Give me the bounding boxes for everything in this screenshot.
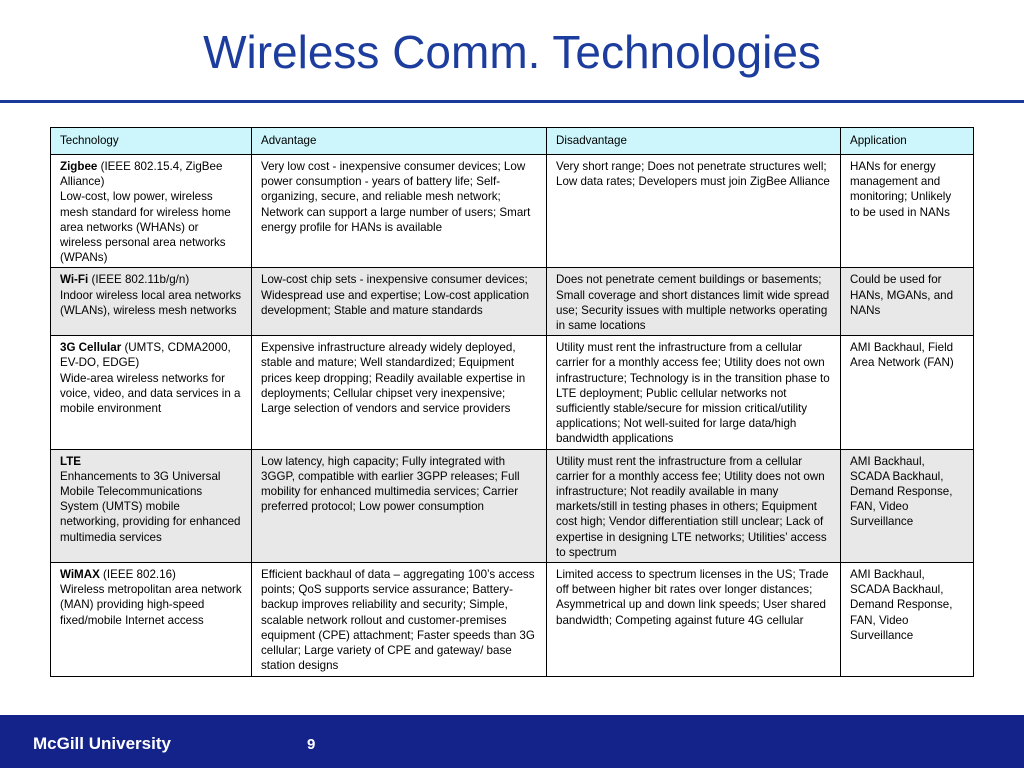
technology-table bbox=[50, 127, 974, 677]
institution-name: McGill University bbox=[33, 734, 171, 753]
advantage-cell: Very low cost - inexpensive consumer devices; Low power consumption - years of battery life; Self- organizing, secure, and reliable mesh network; Network can support a large number of users; Smart energy profile for HANs is available bbox=[252, 155, 547, 268]
technology-cell bbox=[51, 336, 252, 449]
technology-name: LTE bbox=[60, 454, 82, 468]
technology-cell bbox=[51, 268, 252, 336]
technology-name: Wi-Fi bbox=[60, 273, 89, 287]
technology-description: Low-cost, low power, wireless mesh standard for wireless home area networks (WHANs) or wireless personal area networks (WPANs) bbox=[60, 190, 231, 265]
header-disadvantage: Disadvantage bbox=[547, 128, 841, 155]
technology-cell bbox=[51, 449, 252, 562]
table-row bbox=[51, 336, 974, 449]
application-cell: HANs for energy management and monitoring; Unlikely to be used in NANs bbox=[841, 155, 974, 268]
technology-description: Wireless metropolitan area network (MAN) providing high-speed fixed/mobile Internet access bbox=[60, 583, 242, 627]
disadvantage-cell: Limited access to spectrum licenses in the US; Trade off between higher bit rates over longer distances; Asymmetrical up and down link speeds; User shared bandwidth; Competing against future 4G cellular bbox=[547, 563, 841, 676]
table-row bbox=[51, 155, 974, 268]
header-advantage: Advantage bbox=[252, 128, 547, 155]
application-cell: AMI Backhaul, SCADA Backhaul, Demand Response, FAN, Video Surveillance bbox=[841, 449, 974, 562]
disadvantage-cell: Does not penetrate cement buildings or basements; Small coverage and short distances limit wide spread use; Security issues with multiple networks operating in same locations bbox=[547, 268, 841, 336]
technology-name: Zigbee bbox=[60, 160, 98, 173]
technology-description: Enhancements to 3G Universal Mobile Telecommunications System (UMTS) mobile networking, providing for enhanced multimedia services bbox=[60, 469, 241, 544]
header-technology: Technology bbox=[51, 128, 252, 155]
technology-cell bbox=[51, 155, 252, 268]
technology-standard: (UMTS, CDMA2000, EV-DO, EDGE) bbox=[60, 341, 231, 370]
table-row bbox=[51, 268, 974, 336]
advantage-cell: Low latency, high capacity; Fully integrated with 3GGP, compatible with earlier 3GPP releases; Full mobility for enhanced multimedia services; Carrier preferred protocol; Low power consumption bbox=[252, 449, 547, 562]
application-cell: Could be used for HANs, MGANs, and NANs bbox=[841, 268, 974, 336]
advantage-cell: Efficient backhaul of data – aggregating 100’s access points; QoS supports service assurance; Battery-backup improves reliability and security; Simple, scalable network rollout and customer-premises equipment (CPE) attachment; Faster speeds than 3G cellular; Large variety of CPE and gateway/ base station designs bbox=[252, 563, 547, 676]
advantage-cell: Low-cost chip sets - inexpensive consumer devices; Widespread use and expertise; Low-cost application development; Stable and mature standards bbox=[252, 268, 547, 336]
advantage-cell: Expensive infrastructure already widely deployed, stable and mature; Well standardized; Equipment prices keep dropping; Readily available expertise in deployments; Cellular chipset very inexpensive; Large selection of vendors and service providers bbox=[252, 336, 547, 449]
disadvantage-cell: Very short range; Does not penetrate structures well; Low data rates; Developers must join ZigBee Alliance bbox=[547, 155, 841, 268]
footer-bar bbox=[0, 715, 1024, 768]
page-number: 9 bbox=[307, 736, 316, 753]
application-cell: AMI Backhaul, SCADA Backhaul, Demand Response, FAN, Video Surveillance bbox=[841, 563, 974, 676]
slide-title: Wireless Comm. Technologies bbox=[203, 26, 821, 78]
disadvantage-cell: Utility must rent the infrastructure from a cellular carrier for a monthly access fee; Utility does not own infrastructure; Technology is in the transition phase to LTE deployment; Public cellular networks not sufficiently stable/secure for mission critical/utility applications; Not well-suited for large data/high bandwidth applications bbox=[547, 336, 841, 449]
technology-standard: (IEEE 802.16) bbox=[99, 568, 176, 582]
technology-name: WiMAX bbox=[60, 568, 100, 582]
technology-description: Indoor wireless local area networks (WLANs), wireless mesh networks bbox=[60, 288, 242, 317]
technology-standard: (IEEE 802.11b/g/n) bbox=[88, 273, 190, 287]
application-cell: AMI Backhaul, Field Area Network (FAN) bbox=[841, 336, 974, 449]
header-application: Application bbox=[841, 128, 974, 155]
technology-description: Wide-area wireless networks for voice, video, and data services in a mobile environment bbox=[60, 371, 241, 416]
technology-standard: (IEEE 802.15.4, ZigBee Alliance) bbox=[60, 160, 223, 189]
table-header-row bbox=[51, 128, 974, 155]
table-row bbox=[51, 563, 974, 676]
disadvantage-cell: Utility must rent the infrastructure from a cellular carrier for a monthly access fee; Utility does not own infrastructure; Not readily available in many markets/still in testing phases in others; Equipment cost high; Vendor differentiation still unclear; Lack of expertise in designing LTE networks; Utilities’ access to spectrum bbox=[547, 449, 841, 562]
technology-cell bbox=[51, 563, 252, 676]
technology-name: 3G Cellular bbox=[60, 341, 122, 355]
title-divider bbox=[0, 100, 1024, 103]
table-row bbox=[51, 449, 974, 562]
